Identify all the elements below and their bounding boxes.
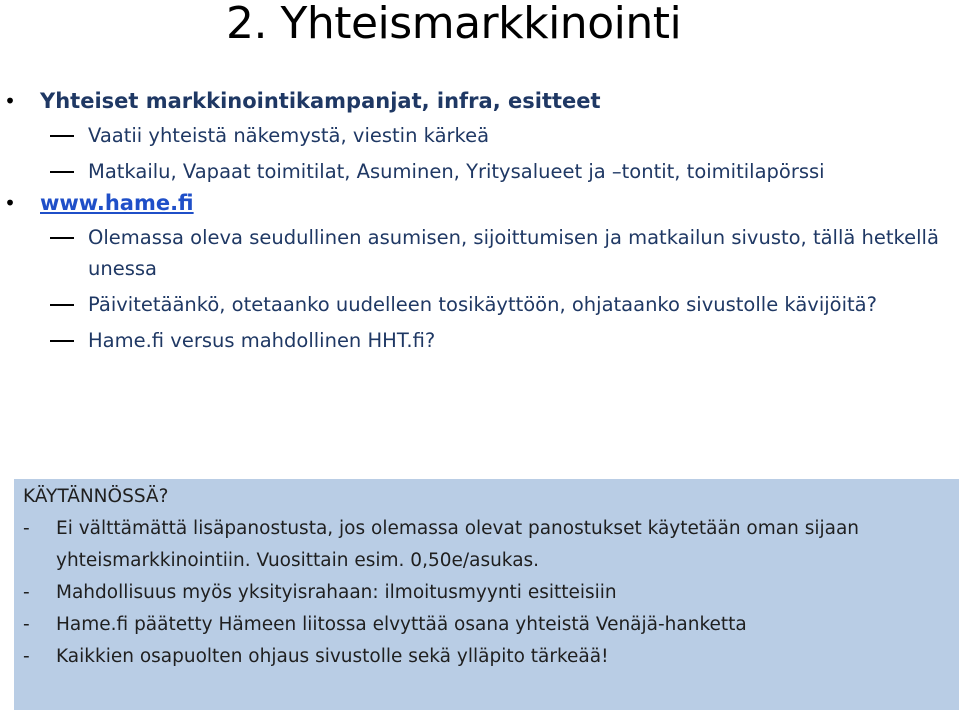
- box-item-text: Hame.fi päätetty Hämeen liitossa elvyttää osana yhteistä Venäjä-hanketta: [56, 614, 747, 635]
- hyphen-icon: -: [23, 518, 30, 539]
- slide-title: 2. Yhteismarkkinointi: [226, 0, 682, 49]
- hame-fi-link[interactable]: www.hame.fi: [40, 191, 194, 215]
- bullet-item: [0, 189, 960, 217]
- box-item-text: Ei välttämättä lisäpanostusta, jos olemassa olevat panostukset käytetään oman sijaan yhteismarkkinointiin. Vuosittain esim. 0,50e/asukas.: [56, 518, 860, 571]
- box-item-text: Kaikkien osapuolten ohjaus sivustolle sekä ylläpito tärkeää!: [56, 646, 609, 667]
- bullet-list: [0, 85, 960, 356]
- box-heading: KÄYTÄNNÖSSÄ?: [23, 486, 169, 507]
- dash-icon: [50, 171, 74, 173]
- dash-icon: [50, 304, 74, 306]
- sub-bullet-item: [0, 156, 960, 187]
- bullet-dot-icon: •: [4, 89, 16, 113]
- box-item: [23, 609, 959, 641]
- hyphen-icon: -: [23, 646, 30, 667]
- sub-bullet-item: [0, 325, 960, 356]
- sub-bullet-text: Päivitetäänkö, otetaanko uudelleen tosikäyttöön, ohjataanko sivustolle kävijöitä?: [88, 293, 877, 316]
- sub-bullet-item: [0, 120, 960, 151]
- sub-bullet-item: [0, 289, 960, 320]
- dash-icon: [50, 135, 74, 137]
- box-item: [23, 513, 959, 577]
- sub-bullet-text: Olemassa oleva seudullinen asumisen, sijoittumisen ja matkailun sivusto, tällä hetkellä unessa: [88, 226, 939, 280]
- sub-bullet-text: Vaatii yhteistä näkemystä, viestin kärkeä: [88, 124, 490, 147]
- practice-box: [14, 479, 959, 710]
- box-item: [23, 641, 959, 673]
- sub-bullet-text: Hame.fi versus mahdollinen HHT.fi?: [88, 329, 436, 352]
- box-item-text: Mahdollisuus myös yksityisrahaan: ilmoitusmyynti esitteisiin: [56, 582, 617, 603]
- box-item: [23, 577, 959, 609]
- dash-icon: [50, 237, 74, 239]
- bullet-dot-icon: •: [4, 191, 16, 215]
- bullet-text: Yhteiset markkinointikampanjat, infra, esitteet: [40, 89, 601, 113]
- bullet-item: [0, 87, 960, 115]
- dash-icon: [50, 340, 74, 342]
- sub-bullet-text: Matkailu, Vapaat toimitilat, Asuminen, Yritysalueet ja –tontit, toimitilapörssi: [88, 160, 825, 183]
- sub-bullet-item: [0, 222, 960, 284]
- hyphen-icon: -: [23, 582, 30, 603]
- hyphen-icon: -: [23, 614, 30, 635]
